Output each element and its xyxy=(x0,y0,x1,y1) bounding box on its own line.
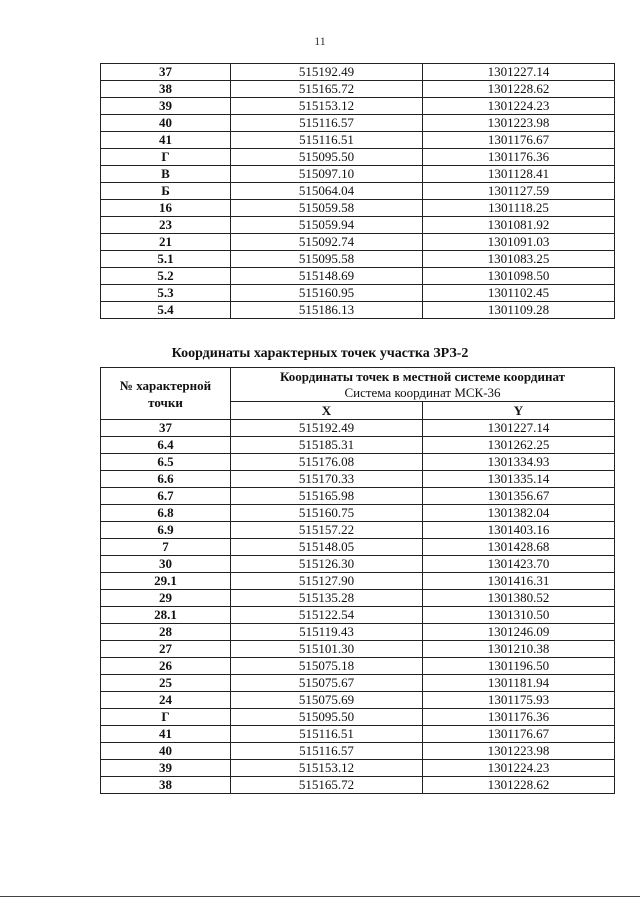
x-coordinate-cell: 515092.74 xyxy=(231,234,423,251)
y-coordinate-cell: 1301176.67 xyxy=(423,726,615,743)
x-coordinate-cell: 515127.90 xyxy=(231,573,423,590)
table-row xyxy=(101,183,615,200)
x-coordinate-cell: 515165.98 xyxy=(231,488,423,505)
y-coordinate-cell: 1301246.09 xyxy=(423,624,615,641)
y-coordinate-cell: 1301210.38 xyxy=(423,641,615,658)
table2-title: Координаты характерных точек участка ЗРЗ-2 xyxy=(171,346,469,361)
x-coordinate-cell: 515165.72 xyxy=(231,777,423,794)
table-row xyxy=(101,217,615,234)
y-coordinate-cell: 1301223.98 xyxy=(423,115,615,132)
y-coordinate-cell: 1301334.93 xyxy=(423,454,615,471)
y-coordinate-cell: 1301423.70 xyxy=(423,556,615,573)
point-number-cell: 26 xyxy=(101,658,231,675)
table-row xyxy=(101,64,615,81)
table-row xyxy=(101,166,615,183)
table-row xyxy=(101,709,615,726)
point-number-cell: 23 xyxy=(101,217,231,234)
x-coordinate-cell: 515148.69 xyxy=(231,268,423,285)
table-row xyxy=(101,454,615,471)
y-coordinate-cell: 1301310.50 xyxy=(423,607,615,624)
table-row xyxy=(101,234,615,251)
x-coordinate-cell: 515059.94 xyxy=(231,217,423,234)
header-point-number: № характерной точки xyxy=(101,368,231,420)
x-coordinate-cell: 515095.50 xyxy=(231,149,423,166)
point-number-cell: 6.9 xyxy=(101,522,231,539)
y-coordinate-cell: 1301224.23 xyxy=(423,760,615,777)
y-coordinate-cell: 1301127.59 xyxy=(423,183,615,200)
table-row xyxy=(101,726,615,743)
y-coordinate-cell: 1301098.50 xyxy=(423,268,615,285)
table-row xyxy=(101,522,615,539)
point-number-cell: 29 xyxy=(101,590,231,607)
x-coordinate-cell: 515192.49 xyxy=(231,420,423,437)
y-coordinate-cell: 1301176.36 xyxy=(423,709,615,726)
point-number-cell: 37 xyxy=(101,64,231,81)
point-number-cell: В xyxy=(101,166,231,183)
table-row xyxy=(101,556,615,573)
x-coordinate-cell: 515116.57 xyxy=(231,743,423,760)
x-coordinate-cell: 515192.49 xyxy=(231,64,423,81)
y-coordinate-cell: 1301083.25 xyxy=(423,251,615,268)
point-number-cell: 40 xyxy=(101,115,231,132)
table-row xyxy=(101,675,615,692)
table-row xyxy=(101,471,615,488)
point-number-cell: Г xyxy=(101,149,231,166)
x-coordinate-cell: 515165.72 xyxy=(231,81,423,98)
table-row xyxy=(101,420,615,437)
table-row xyxy=(101,200,615,217)
x-coordinate-cell: 515176.08 xyxy=(231,454,423,471)
y-coordinate-cell: 1301228.62 xyxy=(423,777,615,794)
point-number-cell: 27 xyxy=(101,641,231,658)
point-number-cell: 5.1 xyxy=(101,251,231,268)
y-coordinate-cell: 1301118.25 xyxy=(423,200,615,217)
y-coordinate-cell: 1301262.25 xyxy=(423,437,615,454)
point-number-cell: 39 xyxy=(101,98,231,115)
x-coordinate-cell: 515097.10 xyxy=(231,166,423,183)
table-row xyxy=(101,590,615,607)
point-number-cell: 5.2 xyxy=(101,268,231,285)
point-number-cell: 38 xyxy=(101,81,231,98)
y-coordinate-cell: 1301416.31 xyxy=(423,573,615,590)
y-coordinate-cell: 1301403.16 xyxy=(423,522,615,539)
table-row xyxy=(101,760,615,777)
coordinates-table-zrz2 xyxy=(100,367,615,794)
coordinates-table-continued xyxy=(100,63,615,319)
y-coordinate-cell: 1301227.14 xyxy=(423,64,615,81)
y-coordinate-cell: 1301196.50 xyxy=(423,658,615,675)
x-coordinate-cell: 515101.30 xyxy=(231,641,423,658)
point-number-cell: 5.3 xyxy=(101,285,231,302)
table2-body xyxy=(101,420,615,794)
y-coordinate-cell: 1301181.94 xyxy=(423,675,615,692)
x-coordinate-cell: 515095.58 xyxy=(231,251,423,268)
x-coordinate-cell: 515148.05 xyxy=(231,539,423,556)
table-row xyxy=(101,539,615,556)
y-coordinate-cell: 1301224.23 xyxy=(423,98,615,115)
y-coordinate-cell: 1301335.14 xyxy=(423,471,615,488)
x-coordinate-cell: 515153.12 xyxy=(231,760,423,777)
x-coordinate-cell: 515075.18 xyxy=(231,658,423,675)
y-coordinate-cell: 1301102.45 xyxy=(423,285,615,302)
point-number-cell: 7 xyxy=(101,539,231,556)
y-coordinate-cell: 1301109.28 xyxy=(423,302,615,319)
point-number-cell: Б xyxy=(101,183,231,200)
table1-body xyxy=(101,64,615,319)
x-coordinate-cell: 515059.58 xyxy=(231,200,423,217)
table-row xyxy=(101,692,615,709)
x-coordinate-cell: 515075.69 xyxy=(231,692,423,709)
y-coordinate-cell: 1301091.03 xyxy=(423,234,615,251)
point-number-cell: 24 xyxy=(101,692,231,709)
y-coordinate-cell: 1301223.98 xyxy=(423,743,615,760)
y-coordinate-cell: 1301380.52 xyxy=(423,590,615,607)
x-coordinate-cell: 515185.31 xyxy=(231,437,423,454)
point-number-cell: 6.7 xyxy=(101,488,231,505)
x-coordinate-cell: 515075.67 xyxy=(231,675,423,692)
table-row xyxy=(101,641,615,658)
point-number-cell: 30 xyxy=(101,556,231,573)
table-row xyxy=(101,658,615,675)
table-row xyxy=(101,251,615,268)
table-row xyxy=(101,302,615,319)
table-row xyxy=(101,81,615,98)
header-coordinates: Координаты точек в местной системе координат xyxy=(231,368,615,386)
point-number-cell: 41 xyxy=(101,132,231,149)
point-number-cell: 21 xyxy=(101,234,231,251)
x-coordinate-cell: 515116.57 xyxy=(231,115,423,132)
y-coordinate-cell: 1301081.92 xyxy=(423,217,615,234)
x-coordinate-cell: 515064.04 xyxy=(231,183,423,200)
header-y: Y xyxy=(423,402,615,420)
table-row xyxy=(101,285,615,302)
point-number-cell: 16 xyxy=(101,200,231,217)
x-coordinate-cell: 515126.30 xyxy=(231,556,423,573)
table-row xyxy=(101,115,615,132)
x-coordinate-cell: 515116.51 xyxy=(231,132,423,149)
point-number-cell: 28.1 xyxy=(101,607,231,624)
table-row xyxy=(101,437,615,454)
x-coordinate-cell: 515157.22 xyxy=(231,522,423,539)
point-number-cell: 29.1 xyxy=(101,573,231,590)
point-number-cell: 38 xyxy=(101,777,231,794)
point-number-cell: 41 xyxy=(101,726,231,743)
point-number-cell: 6.8 xyxy=(101,505,231,522)
x-coordinate-cell: 515160.95 xyxy=(231,285,423,302)
y-coordinate-cell: 1301382.04 xyxy=(423,505,615,522)
point-number-cell: 40 xyxy=(101,743,231,760)
point-number-cell: 6.5 xyxy=(101,454,231,471)
point-number-cell: 37 xyxy=(101,420,231,437)
point-number-cell: 25 xyxy=(101,675,231,692)
point-number-cell: Г xyxy=(101,709,231,726)
table-row xyxy=(101,488,615,505)
table-row xyxy=(101,505,615,522)
point-number-cell: 5.4 xyxy=(101,302,231,319)
table-row xyxy=(101,607,615,624)
point-number-cell: 6.4 xyxy=(101,437,231,454)
x-coordinate-cell: 515119.43 xyxy=(231,624,423,641)
y-coordinate-cell: 1301227.14 xyxy=(423,420,615,437)
header-x: X xyxy=(231,402,423,420)
table-row xyxy=(101,149,615,166)
x-coordinate-cell: 515122.54 xyxy=(231,607,423,624)
y-coordinate-cell: 1301175.93 xyxy=(423,692,615,709)
point-number-cell: 6.6 xyxy=(101,471,231,488)
y-coordinate-cell: 1301356.67 xyxy=(423,488,615,505)
y-coordinate-cell: 1301176.36 xyxy=(423,149,615,166)
page-number: 11 xyxy=(314,34,326,48)
header-coordinate-system: Система координат МСК-36 xyxy=(231,385,615,402)
table-row xyxy=(101,573,615,590)
table-row xyxy=(101,743,615,760)
page-bottom-rule xyxy=(0,896,640,897)
table-row xyxy=(101,98,615,115)
x-coordinate-cell: 515170.33 xyxy=(231,471,423,488)
y-coordinate-cell: 1301128.41 xyxy=(423,166,615,183)
table-row xyxy=(101,268,615,285)
point-number-cell: 28 xyxy=(101,624,231,641)
y-coordinate-cell: 1301228.62 xyxy=(423,81,615,98)
y-coordinate-cell: 1301428.68 xyxy=(423,539,615,556)
table-row xyxy=(101,777,615,794)
x-coordinate-cell: 515186.13 xyxy=(231,302,423,319)
y-coordinate-cell: 1301176.67 xyxy=(423,132,615,149)
x-coordinate-cell: 515135.28 xyxy=(231,590,423,607)
x-coordinate-cell: 515095.50 xyxy=(231,709,423,726)
table-row xyxy=(101,624,615,641)
x-coordinate-cell: 515153.12 xyxy=(231,98,423,115)
table-row xyxy=(101,132,615,149)
x-coordinate-cell: 515116.51 xyxy=(231,726,423,743)
point-number-cell: 39 xyxy=(101,760,231,777)
x-coordinate-cell: 515160.75 xyxy=(231,505,423,522)
